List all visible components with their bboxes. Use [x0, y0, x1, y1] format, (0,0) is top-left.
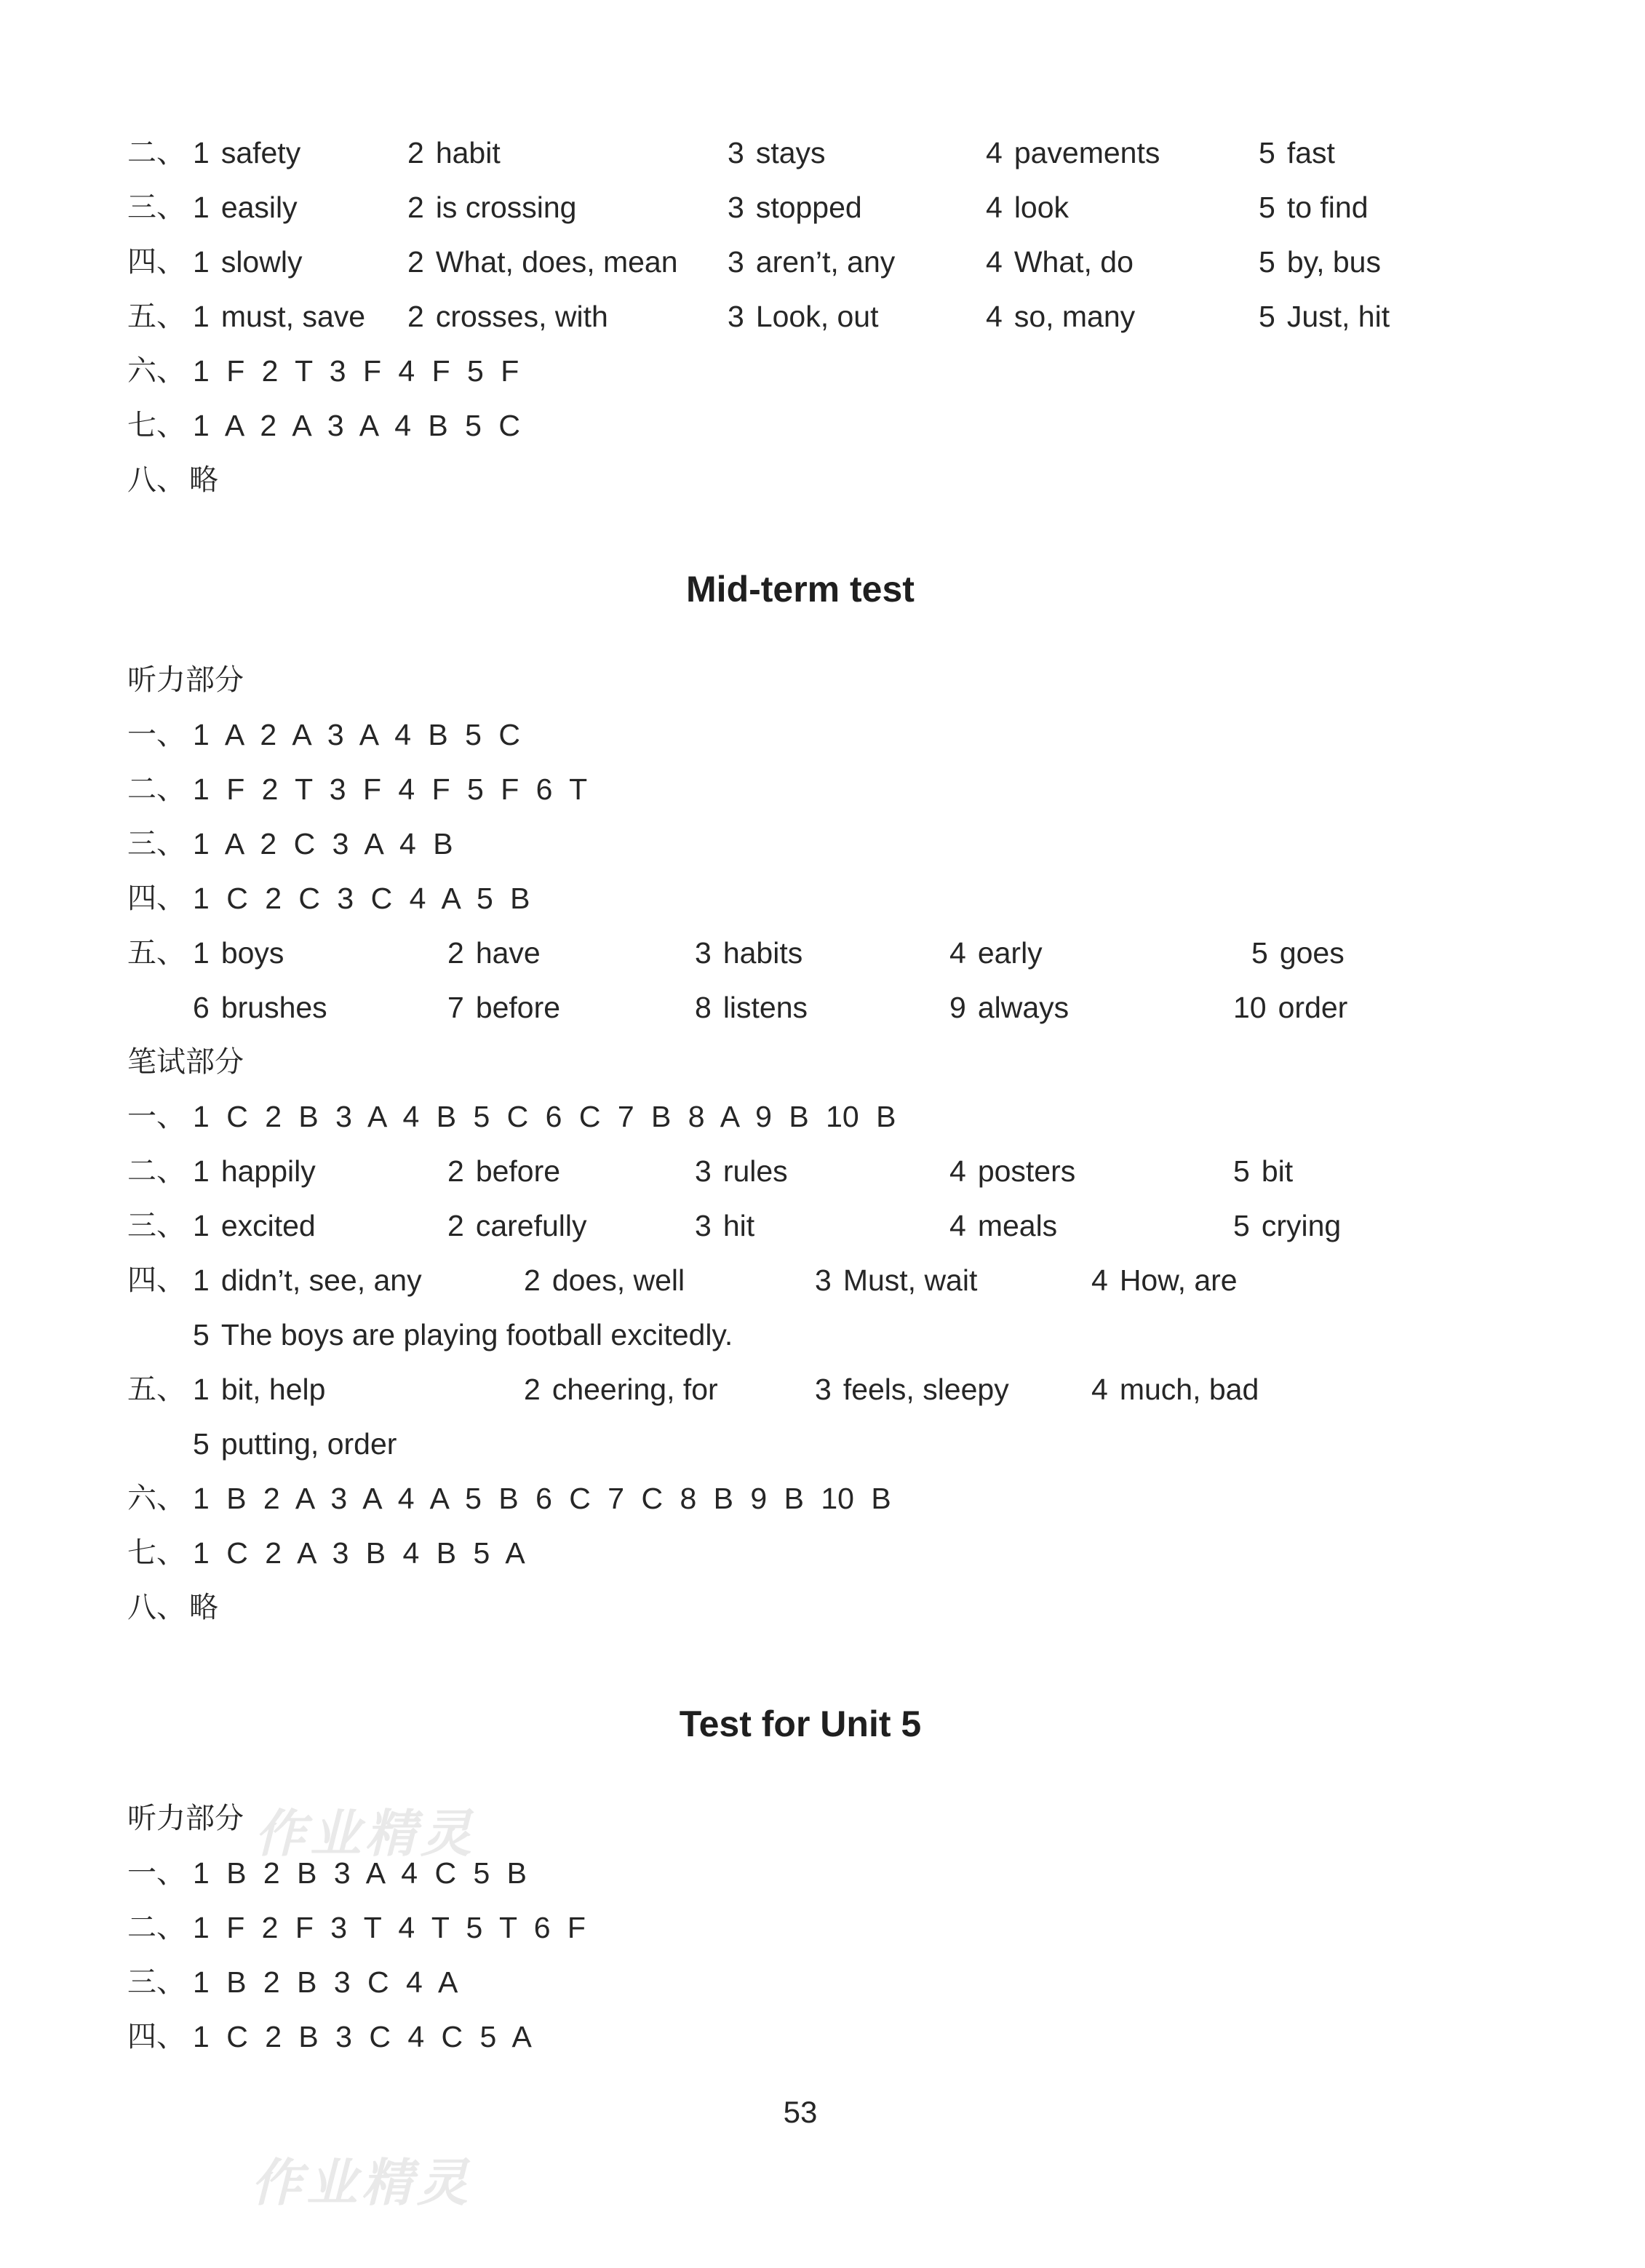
page-number: 53 [783, 2095, 818, 2129]
answer-item: 2 have [447, 936, 541, 970]
answer-item: 3 Must, wait [815, 1263, 978, 1297]
answer-item: 8 listens [695, 991, 808, 1024]
question-label: 四、 [127, 2020, 186, 2053]
question-label: 三、 [127, 191, 186, 224]
watermark: 作业精灵 [255, 1803, 476, 1864]
answer-item: 10 order [1233, 991, 1348, 1024]
question-label: 五、 [127, 936, 186, 970]
answer-sequence: 1 F 2 T 3 F 4 F 5 F 6 T [193, 772, 588, 806]
answer-item: 1 bit, help [193, 1373, 326, 1406]
answer-item: 5 bit [1233, 1154, 1294, 1188]
answer-item: 5 putting, order [193, 1427, 397, 1461]
answer-item: 1 safety [193, 136, 301, 169]
question-label: 八、 [127, 463, 186, 497]
answer-item: 5 Just, hit [1259, 300, 1390, 333]
answer-item: 3 hit [695, 1209, 755, 1242]
answer-sequence: 略 [189, 463, 218, 497]
question-label: 七、 [127, 409, 186, 442]
answer-sequence: 略 [189, 1591, 218, 1624]
answer-sequence: 1 A 2 A 3 A 4 B 5 C [193, 409, 520, 442]
watermark: 作业精灵 [251, 2152, 472, 2213]
answer-sequence: 1 B 2 A 3 A 4 A 5 B 6 C 7 C 8 B 9 B 10 B [193, 1482, 891, 1515]
answer-item: 6 brushes [193, 991, 327, 1024]
answer-item: 3 stays [728, 136, 826, 169]
answer-item: 4 so, many [986, 300, 1136, 333]
question-label: 一、 [127, 1100, 186, 1133]
question-label: 四、 [127, 245, 186, 279]
answer-sequence: 1 F 2 F 3 T 4 T 5 T 6 F [193, 1911, 586, 1944]
question-label: 五、 [127, 300, 186, 333]
answer-sequence: 1 B 2 B 3 A 4 C 5 B [193, 1856, 527, 1890]
answer-item: 4 early [949, 936, 1043, 970]
question-label: 六、 [127, 354, 186, 388]
answer-item: 2 is crossing [407, 191, 577, 224]
answer-item: 4 meals [949, 1209, 1058, 1242]
answer-sequence: 1 B 2 B 3 C 4 A [193, 1965, 458, 1999]
question-label: 六、 [127, 1482, 186, 1515]
answer-item: 3 feels, sleepy [815, 1373, 1009, 1406]
answer-item: 1 boys [193, 936, 284, 970]
answer-item: 4 pavements [986, 136, 1160, 169]
answer-sequence: 1 C 2 B 3 A 4 B 5 C 6 C 7 B 8 A 9 B 10 B [193, 1100, 896, 1133]
answer-item: 4 How, are [1091, 1263, 1238, 1297]
answer-item: 1 excited [193, 1209, 316, 1242]
answer-item: 4 much, bad [1091, 1373, 1259, 1406]
answer-item: 5 crying [1233, 1209, 1342, 1242]
answer-item: 4 What, do [986, 245, 1134, 279]
answer-sequence: 1 C 2 C 3 C 4 A 5 B [193, 882, 530, 915]
answer-item: 5 fast [1259, 136, 1335, 169]
answer-item: 1 slowly [193, 245, 303, 279]
answer-item: 1 must, save [193, 300, 366, 333]
answer-item: 3 rules [695, 1154, 788, 1188]
question-label: 七、 [127, 1536, 186, 1570]
subsection-label: 听力部分 [127, 663, 244, 697]
question-label: 二、 [127, 1154, 186, 1188]
answer-item: 2 before [447, 1154, 561, 1188]
answer-item: 9 always [949, 991, 1070, 1024]
question-label: 一、 [127, 718, 186, 751]
answer-item: 2 What, does, mean [407, 245, 678, 279]
answer-item: 1 didn’t, see, any [193, 1263, 422, 1297]
answer-item: 4 look [986, 191, 1070, 224]
question-label: 四、 [127, 882, 186, 915]
question-label: 三、 [127, 1965, 186, 1999]
subsection-label: 笔试部分 [127, 1045, 244, 1079]
answer-sequence: 1 A 2 A 3 A 4 B 5 C [193, 718, 520, 751]
section-title: Test for Unit 5 [679, 1704, 922, 1744]
answer-item: 5 to find [1259, 191, 1369, 224]
question-label: 四、 [127, 1263, 186, 1297]
answer-item: 1 easily [193, 191, 298, 224]
question-label: 八、 [127, 1591, 186, 1624]
answer-sequence: 1 F 2 T 3 F 4 F 5 F [193, 354, 519, 388]
answer-sequence: 1 C 2 B 3 C 4 C 5 A [193, 2020, 532, 2053]
answer-item: 1 happily [193, 1154, 316, 1188]
answer-item: 7 before [447, 991, 561, 1024]
answer-item: 2 does, well [524, 1263, 685, 1297]
answer-sequence: 1 A 2 C 3 A 4 B [193, 827, 453, 861]
question-label: 二、 [127, 136, 186, 169]
answer-item: 2 cheering, for [524, 1373, 718, 1406]
answer-sequence: 1 C 2 A 3 B 4 B 5 A [193, 1536, 525, 1570]
question-label: 一、 [127, 1856, 186, 1890]
answer-item: 3 stopped [728, 191, 862, 224]
answer-item: 4 posters [949, 1154, 1076, 1188]
question-label: 二、 [127, 1911, 186, 1944]
answer-item: 3 aren’t, any [728, 245, 896, 279]
subsection-label: 听力部分 [127, 1802, 244, 1835]
answer-item: 5 goes [1251, 936, 1345, 970]
answer-item: 3 Look, out [728, 300, 879, 333]
question-label: 三、 [127, 827, 186, 861]
section-title: Mid-term test [686, 569, 915, 610]
answer-item: 2 crosses, with [407, 300, 608, 333]
answer-item: 2 habit [407, 136, 501, 169]
question-label: 三、 [127, 1209, 186, 1242]
answer-item: 2 carefully [447, 1209, 587, 1242]
answer-item: 5 The boys are playing football excitedly. [193, 1318, 733, 1351]
answer-item: 3 habits [695, 936, 803, 970]
answer-item: 5 by, bus [1259, 245, 1381, 279]
question-label: 五、 [127, 1373, 186, 1406]
question-label: 二、 [127, 772, 186, 806]
